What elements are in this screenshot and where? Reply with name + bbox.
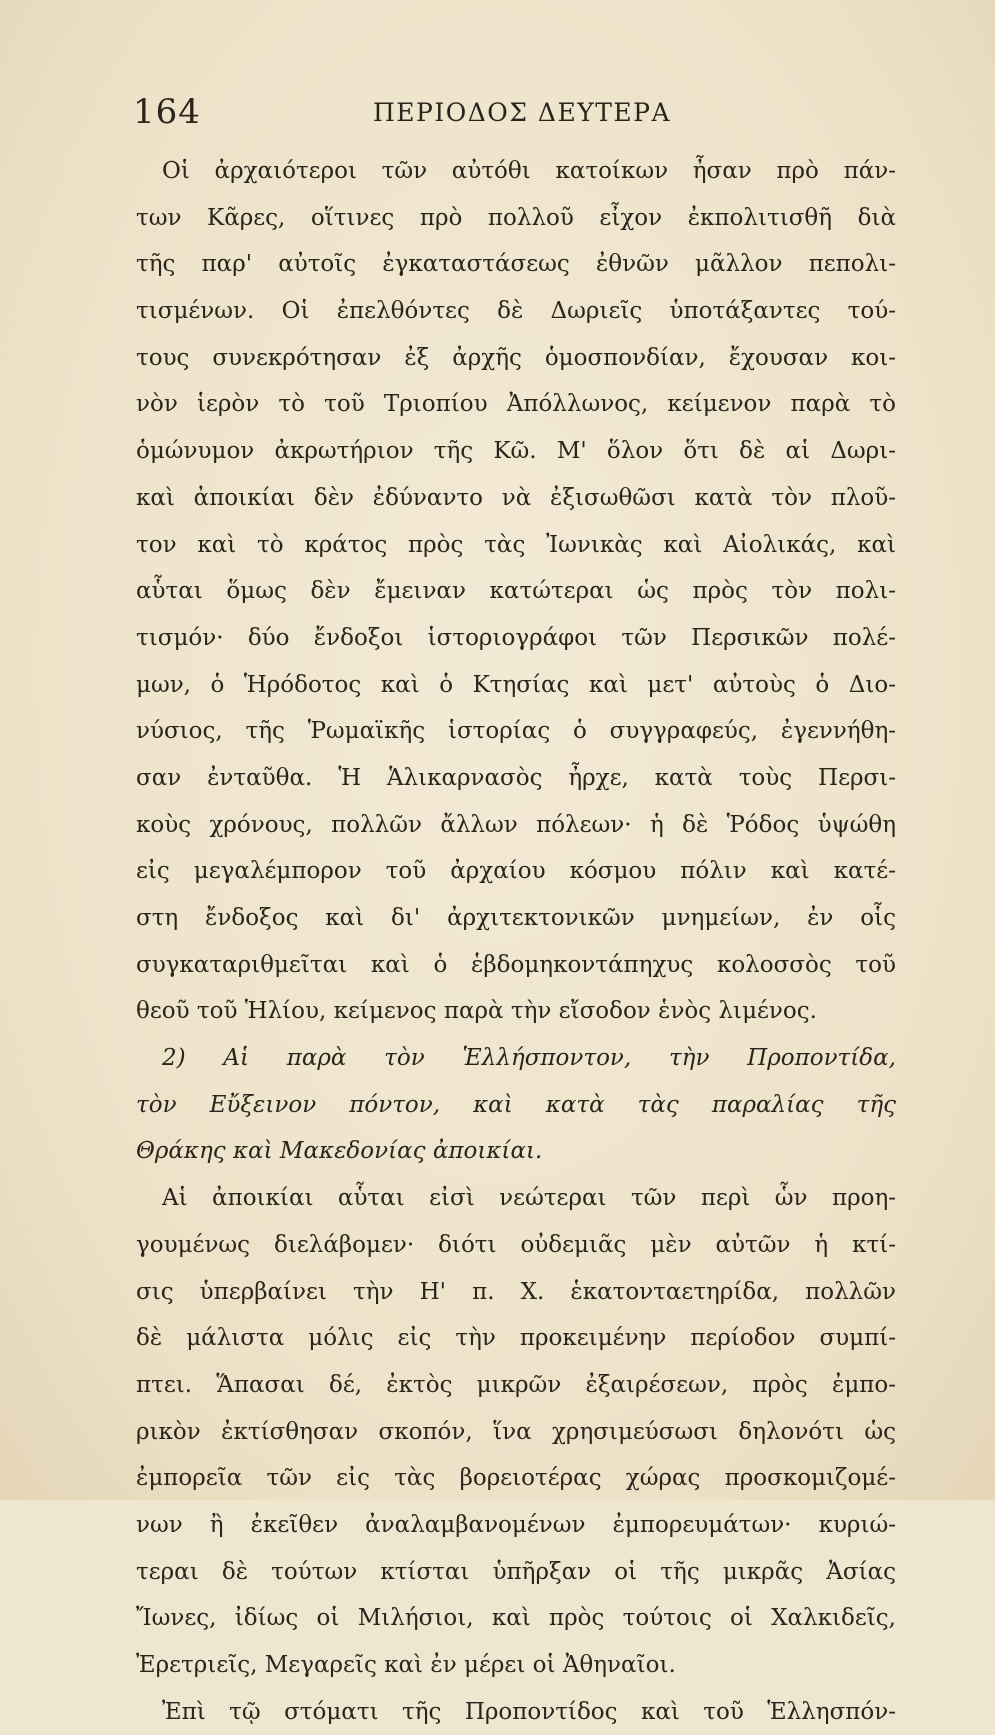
running-head: ΠΕΡΙΟΔΟΣ ΔΕΥΤΕΡΑ (373, 98, 672, 127)
text-line: συγκαταριθμεῖται καὶ ὁ ἑβδομηκοντάπηχυς κολοσσὸς τοῦ (136, 951, 896, 978)
text-line: ὁμώνυμον ἀκρωτήριον τῆς Κῶ. Μ' ὅλον ὅτι δὲ αἱ Δωρι- (136, 438, 896, 465)
text-line: μων, ὁ Ἡρόδοτος καὶ ὁ Κτησίας καὶ μετ' αὐτοὺς ὁ Διο- (136, 671, 896, 698)
text-line: τῆς παρ' αὐτοῖς ἐγκαταστάσεως ἐθνῶν μᾶλλον πεπολι- (136, 251, 896, 278)
section-heading-line: 2) Αἱ παρὰ τὸν Ἑλλήσποντον, τὴν Προποντίδα, (162, 1045, 896, 1072)
text-line: καὶ ἀποικίαι δὲν ἐδύναντο νὰ ἐξισωθῶσι κατὰ τὸν πλοῦ- (136, 484, 896, 511)
body-text (136, 148, 896, 1735)
text-line: γουμένως διελάβομεν· διότι οὐδεμιᾶς μὲν αὐτῶν ἡ κτί- (136, 1231, 896, 1258)
text-line: ρικὸν ἐκτίσθησαν σκοπόν, ἵνα χρησιμεύσωσι δηλονότι ὡς (136, 1418, 896, 1445)
text-line: κοὺς χρόνους, πολλῶν ἄλλων πόλεων· ἡ δὲ Ῥόδος ὑψώθη (136, 811, 896, 838)
text-line: τον καὶ τὸ κράτος πρὸς τὰς Ἰωνικὰς καὶ Αἰολικάς, καὶ (136, 531, 896, 558)
text-line: Ἐρετριεῖς, Μεγαρεῖς καὶ ἐν μέρει οἱ Ἀθηναῖοι. (136, 1652, 676, 1678)
text-line: των Κᾶρες, οἵτινες πρὸ πολλοῦ εἶχον ἐκπολιτισθῆ διὰ (136, 204, 896, 231)
text-line: αὗται ὅμως δὲν ἔμειναν κατώτεραι ὡς πρὸς τὸν πολι- (136, 578, 896, 605)
text-line: Αἱ ἀποικίαι αὗται εἰσὶ νεώτεραι τῶν περὶ ὧν προη- (162, 1185, 896, 1212)
text-line: σις ὑπερβαίνει τὴν Η' π. Χ. ἑκατονταετηρίδα, πολλῶν (136, 1278, 896, 1305)
section-heading-line: τὸν Εὔξεινον πόντον, καὶ κατὰ τὰς παραλίας τῆς (136, 1091, 896, 1118)
section-heading-line: Θράκης καὶ Μακεδονίας ἀποικίαι. (136, 1138, 543, 1165)
text-line: Οἱ ἀρχαιότεροι τῶν αὐτόθι κατοίκων ἦσαν πρὸ πάν- (162, 158, 896, 184)
text-line: τεραι δὲ τούτων κτίσται ὑπῆρξαν οἱ τῆς μικρᾶς Ἀσίας (136, 1558, 896, 1585)
text-line: θεοῦ τοῦ Ἡλίου, κείμενος παρὰ τὴν εἴσοδον ἑνὸς λιμένος. (136, 998, 817, 1025)
text-line: νύσιος, τῆς Ῥωμαϊκῆς ἱστορίας ὁ συγγραφεύς, ἐγεννήθη- (136, 718, 896, 745)
text-line: Ἴωνες, ἰδίως οἱ Μιλήσιοι, καὶ πρὸς τούτοις οἱ Χαλκιδεῖς, (136, 1605, 896, 1632)
text-line: τισμόν· δύο ἔνδοξοι ἱστοριογράφοι τῶν Περσικῶν πολέ- (136, 624, 896, 651)
text-line: εἰς μεγαλέμπορον τοῦ ἀρχαίου κόσμου πόλιν καὶ κατέ- (136, 858, 896, 885)
page-number: 164 (133, 92, 201, 132)
text-line: ἐμπορεῖα τῶν εἰς τὰς βορειοτέρας χώρας προσκομιζομέ- (136, 1465, 896, 1492)
text-line: στη ἔνδοξος καὶ δι' ἀρχιτεκτονικῶν μνημείων, ἐν οἷς (136, 905, 896, 931)
text-line: τους συνεκρότησαν ἐξ ἀρχῆς ὁμοσπονδίαν, ἔχουσαν κοι- (136, 344, 896, 371)
text-line: νων ἢ ἐκεῖθεν ἀναλαμβανομένων ἐμπορευμάτων· κυριώ- (136, 1511, 896, 1538)
text-line: νὸν ἱερὸν τὸ τοῦ Τριοπίου Ἀπόλλωνος, κείμενον παρὰ τὸ (136, 391, 896, 418)
text-line: τισμένων. Οἱ ἐπελθόντες δὲ Δωριεῖς ὑποτάξαντες τού- (136, 298, 896, 325)
text-line: πτει. Ἅπασαι δέ, ἐκτὸς μικρῶν ἐξαιρέσεων, πρὸς ἐμπο- (136, 1371, 896, 1398)
text-line: Ἐπὶ τῷ στόματι τῆς Προποντίδος καὶ τοῦ Ἑλλησπόν- (162, 1698, 896, 1725)
text-line: σαν ἐνταῦθα. Ἡ Ἁλικαρνασὸς ἦρχε, κατὰ τοὺς Περσι- (136, 764, 896, 791)
page-header (133, 92, 893, 132)
text-line: δὲ μάλιστα μόλις εἰς τὴν προκειμένην περίοδον συμπί- (136, 1325, 896, 1352)
